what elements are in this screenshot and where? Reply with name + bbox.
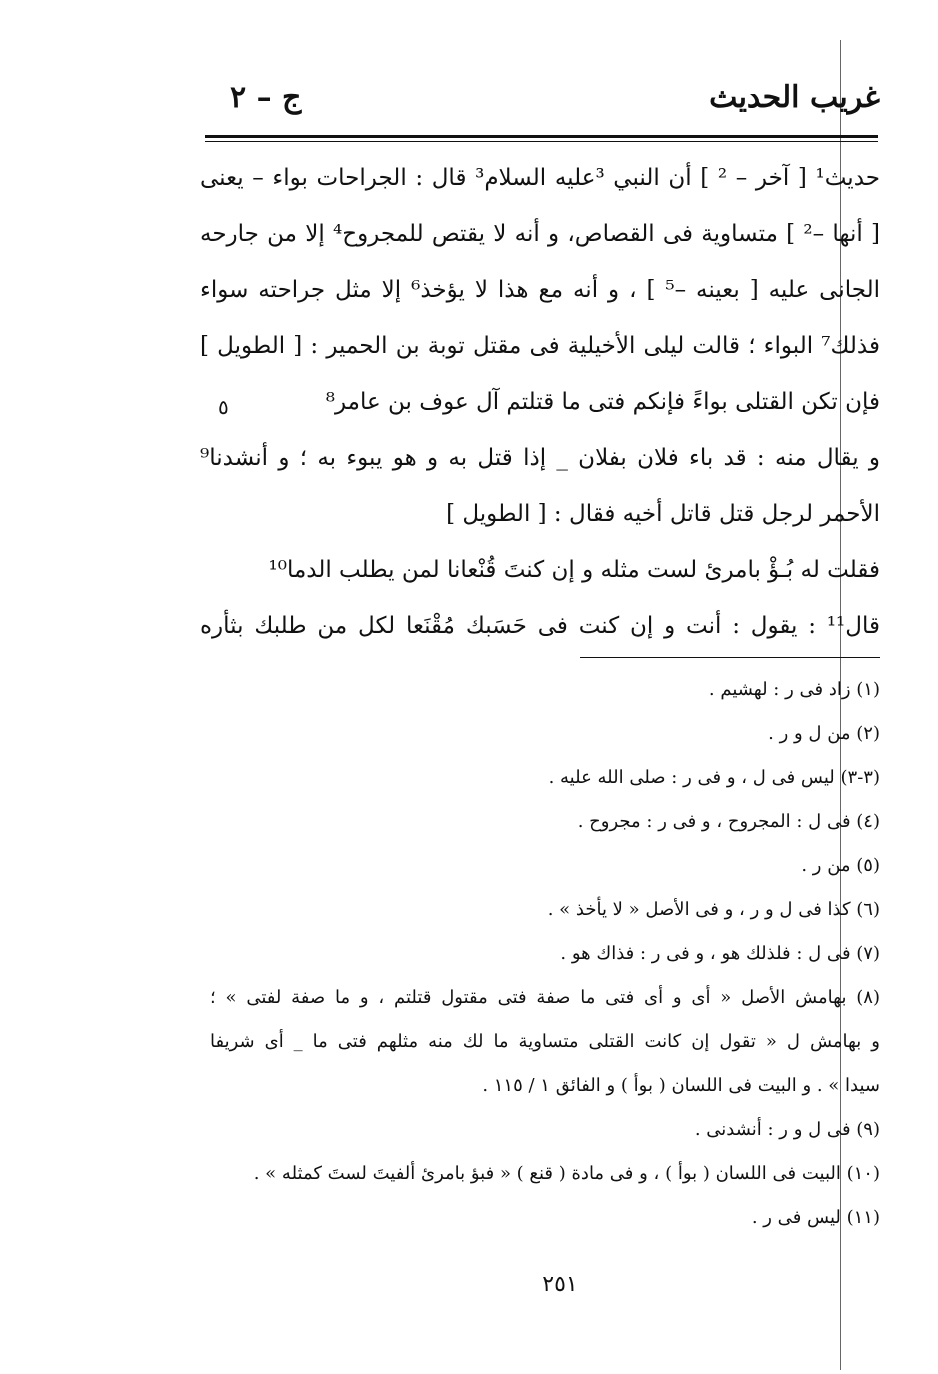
line-number-marker: ٥ [218, 395, 229, 419]
text-line: حديث¹ [ آخر – ² ] أن النبي ³عليه السلام³ قال : الجراحات بواء – يعنى [200, 165, 880, 191]
footnote: (٨) بهامش الأصل « أى و أى فتى ما صفة فتى مقتول قتلتم ، و ما صفة لفتى » ؛ [210, 987, 880, 1008]
header-rule-thin [205, 141, 878, 142]
text-line: و يقال منه : قد باء فلان بفلان _ إذا قتل به و هو يبوء به ؛ و أنشدنا⁹ [200, 445, 880, 471]
text-line: فذلك⁷ البواء ؛ قالت ليلى الأخيلية فى مقتل توبة بن الحمير : [ الطويل ] [200, 333, 880, 359]
footnote: (٢) من ل و ر . [768, 723, 880, 744]
page-number: ٢٥١ [542, 1272, 578, 1297]
footnotes [210, 668, 880, 1240]
footnote: (٥) من ر . [801, 855, 880, 876]
volume-label: ج – ٢ [230, 80, 302, 115]
footnote-continuation: و بهامش ل « تقول إن كانت القتلى متساوية ما لك منه مثلهم فتى ما _ أى شريفا [210, 1031, 880, 1052]
text-line: الأحمر لرجل قتل قاتل أخيه فقال : [ الطويل ] [446, 501, 880, 527]
footnote: (٤) فى ل : المجروح ، و فى ر : مجروح . [577, 811, 880, 832]
footnote: (٦) كذا فى ل و ر ، و فى الأصل « لا يأخذ » . [547, 899, 880, 920]
main-text [200, 150, 880, 654]
footnote-continuation: سيدا » . و البيت فى اللسان ( بوأ ) و الفائق ١ / ١١٥ . [482, 1075, 880, 1096]
footnote: (١) زاد فى ر : لهشيم . [708, 679, 880, 700]
footnote: (٩) فى ل و ر : أنشدنى . [694, 1119, 880, 1140]
text-line: الجانى عليه [ بعينه –⁵ ] ، و أنه مع هذا لا يؤخذ⁶ إلا مثل جراحته سواء [200, 277, 880, 303]
footnote: (٣-٣) ليس فى ل ، و فى ر : صلى الله عليه . [548, 767, 880, 788]
footnote: (١١) ليس فى ر . [751, 1207, 880, 1228]
header-rule-thick [205, 135, 878, 138]
text-line: قال¹¹ : يقول : أنت و إن كنت فى حَسَبك مُقْنَعا لكل من طلبك بثأره [200, 613, 880, 639]
text-line: [ أنها –² ] متساوية فى القصاص، و أنه لا يقتص للمجروح⁴ إلا من جارحه [200, 221, 880, 247]
footnote: (١٠) البيت فى اللسان ( بوأ ) ، و فى مادة ( قنع ) « فبؤ بامرئ ألفيتَ لستَ كمثله » . [253, 1163, 880, 1184]
footnote: (٧) فى ل : فلذلك هو ، و فى ر : فذاك هو . [560, 943, 880, 964]
verse-line: فقلت له بُـؤْ بامرئ لست مثله و إن كنتَ قُنْعانا لمن يطلب الدما¹⁰ [268, 557, 880, 583]
verse-line: فإن تكن القتلى بواءً فإنكم فتى ما قتلتم آل عوف بن عامر⁸ [325, 389, 880, 415]
footnote-separator [580, 657, 880, 658]
book-title: غريب الحديث [709, 80, 880, 115]
running-header [200, 80, 880, 124]
